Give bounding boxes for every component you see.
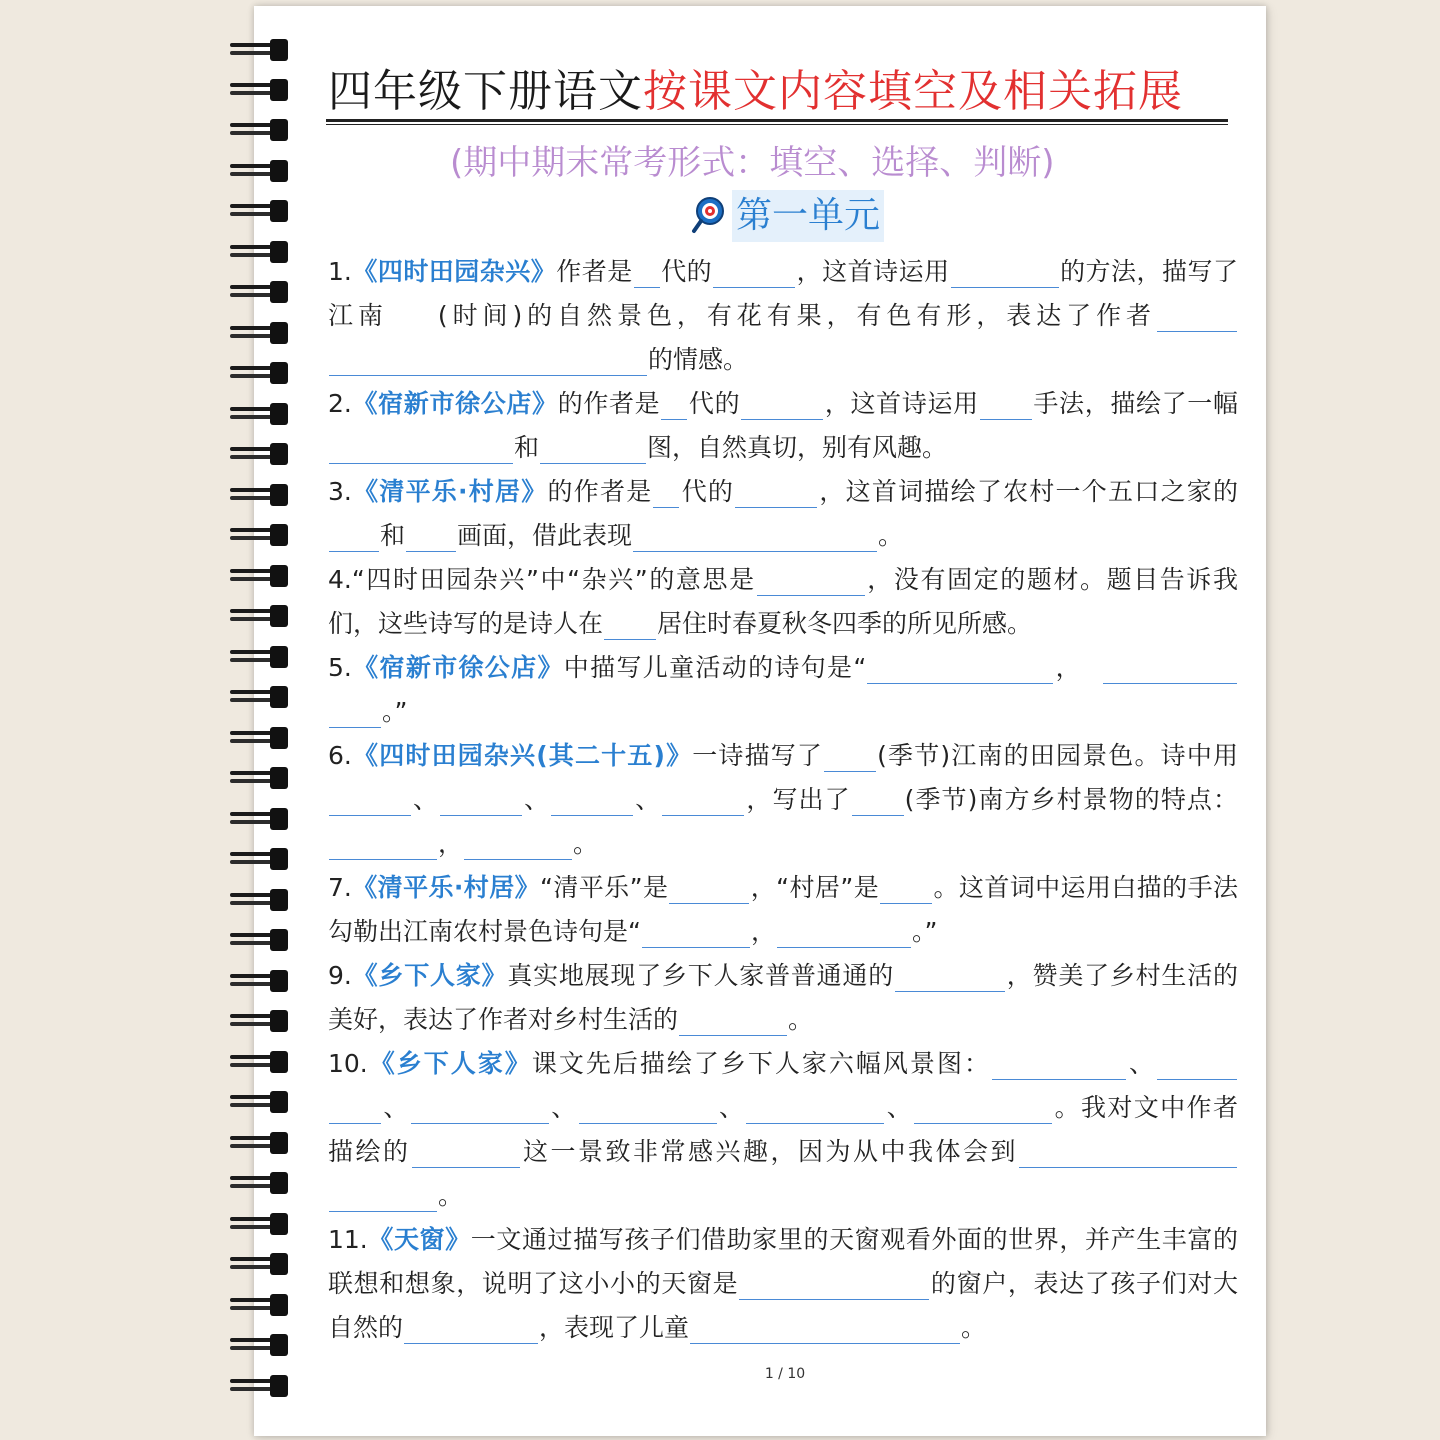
- question-text: 、: [885, 1093, 914, 1122]
- spiral-ring: [224, 404, 296, 426]
- answer-blank[interactable]: [777, 917, 911, 948]
- question-text: ，: [750, 917, 776, 946]
- question-text: 和: [380, 521, 406, 550]
- spiral-ring: [224, 1254, 296, 1276]
- question-number: 4.: [328, 565, 352, 594]
- question-text: 的作者是: [547, 477, 653, 506]
- page-number: 1 / 10: [764, 1366, 806, 1382]
- answer-blank[interactable]: [1103, 653, 1237, 684]
- question-text: (时间)的自然景色，有花有果，有色有形，表达了作者: [437, 301, 1156, 330]
- spiral-ring: [224, 525, 296, 547]
- question-text: 图，自然真切，别有风趣。: [647, 433, 948, 462]
- answer-blank[interactable]: [329, 1181, 437, 1212]
- spiral-ring: [224, 201, 296, 223]
- answer-blank[interactable]: [824, 741, 876, 772]
- book-title: 《清平乐·村居》: [351, 477, 548, 506]
- question-text: 。: [438, 1181, 464, 1210]
- answer-blank[interactable]: [713, 257, 795, 288]
- question-text: ，这首词描绘了农村一个五口之家的: [818, 477, 1238, 506]
- book-title: 《清平乐·村居》: [351, 873, 541, 902]
- question-text: ，“村居”是: [750, 873, 880, 902]
- answer-blank[interactable]: [669, 873, 749, 904]
- answer-blank[interactable]: [895, 961, 1005, 992]
- answer-blank[interactable]: [914, 1093, 1052, 1124]
- spiral-ring: [224, 242, 296, 264]
- answer-blank[interactable]: [661, 389, 687, 420]
- question-text: ，这首诗运用: [796, 257, 950, 286]
- book-title: 《宿新市徐公店》: [351, 653, 564, 682]
- answer-blank[interactable]: [690, 1313, 960, 1344]
- spiral-ring: [224, 687, 296, 709]
- question-text: (季节)江南的田园景色。诗中用: [877, 741, 1238, 770]
- question-number: 2.: [328, 389, 352, 418]
- spiral-ring: [224, 728, 296, 750]
- answer-blank[interactable]: [757, 565, 865, 596]
- question-1: [328, 250, 1238, 382]
- answer-blank[interactable]: [852, 785, 904, 816]
- title-underline-thin: [326, 124, 1228, 125]
- answer-blank[interactable]: [604, 609, 656, 640]
- spiral-ring: [224, 1214, 296, 1236]
- question-text: 画面，借此表现: [457, 521, 633, 550]
- question-number: 7.: [328, 873, 352, 902]
- question-text: 。这首词中运用白描的手法勾勒出江南农村景色诗句是“: [328, 873, 1238, 946]
- question-number: 5.: [328, 653, 352, 682]
- spiral-ring: [224, 485, 296, 507]
- spiral-ring: [224, 606, 296, 628]
- question-text: 。: [961, 1313, 987, 1342]
- question-text: 、: [634, 785, 662, 814]
- answer-blank[interactable]: [329, 1093, 381, 1124]
- question-text: 手法，描绘了一幅: [1032, 389, 1238, 418]
- spiral-ring: [224, 1011, 296, 1033]
- question-text: “四时田园杂兴”中“杂兴”的意思是: [351, 565, 756, 594]
- spiral-ring: [224, 282, 296, 304]
- spiral-ring: [224, 363, 296, 385]
- question-text: (季节)南方乡村景物的特点：: [904, 785, 1238, 814]
- question-text: 。: [573, 829, 599, 858]
- question-text: 。”: [911, 917, 938, 946]
- title-red-part: 按课文内容填空及相关拓展: [643, 66, 1183, 117]
- question-7: [328, 866, 1238, 954]
- title-black-part: 四年级下册语文: [328, 66, 643, 117]
- spiral-ring: [224, 1133, 296, 1155]
- question-2: [328, 382, 1238, 470]
- answer-blank[interactable]: [540, 433, 646, 464]
- question-text: 真实地展现了乡下人家普普通通的: [507, 961, 894, 990]
- answer-blank[interactable]: [633, 521, 877, 552]
- question-text: 、: [549, 1093, 578, 1122]
- spiral-ring: [224, 971, 296, 993]
- question-text: 代的: [680, 477, 735, 506]
- question-text: 、: [717, 1093, 746, 1122]
- question-text: 课文先后描绘了乡下人家六幅风景图：: [531, 1049, 991, 1078]
- question-text: 代的: [688, 389, 741, 418]
- question-5: [328, 646, 1238, 734]
- answer-blank[interactable]: [412, 1137, 520, 1168]
- spiral-ring: [224, 1335, 296, 1357]
- question-10: [328, 1042, 1238, 1218]
- book-title: 《四时田园杂兴》: [351, 257, 557, 286]
- question-number: 6.: [328, 741, 352, 770]
- question-text: ，: [1054, 653, 1082, 682]
- spiral-ring: [224, 80, 296, 102]
- spiral-ring: [224, 1052, 296, 1074]
- question-text: 的作者是: [557, 389, 661, 418]
- question-3: [328, 470, 1238, 558]
- answer-blank[interactable]: [642, 917, 750, 948]
- question-text: ，这首诗运用: [824, 389, 979, 418]
- question-text: 中描写儿童活动的诗句是“: [563, 653, 867, 682]
- answer-blank[interactable]: [329, 785, 411, 816]
- answer-blank[interactable]: [579, 1093, 717, 1124]
- answer-blank[interactable]: [406, 521, 456, 552]
- answer-blank[interactable]: [329, 697, 381, 728]
- question-text: 。”: [382, 697, 408, 726]
- spiral-ring: [224, 647, 296, 669]
- spiral-ring: [224, 890, 296, 912]
- answer-blank[interactable]: [329, 829, 437, 860]
- question-text: ，: [438, 829, 464, 858]
- answer-blank[interactable]: [1157, 301, 1237, 332]
- answer-blank[interactable]: [746, 1093, 884, 1124]
- question-number: 10.: [328, 1049, 368, 1078]
- question-text: 。: [788, 1005, 814, 1034]
- answer-blank[interactable]: [741, 389, 823, 420]
- answer-blank[interactable]: [679, 1005, 787, 1036]
- spiral-ring: [224, 1173, 296, 1195]
- page-subtitle: (期中期末常考形式：填空、选择、判断): [450, 143, 1055, 183]
- answer-blank[interactable]: [634, 257, 660, 288]
- book-title: 《乡下人家》: [351, 961, 508, 990]
- question-4: [328, 558, 1238, 646]
- spiral-ring: [224, 1376, 296, 1398]
- question-text: 、: [1126, 1049, 1156, 1078]
- question-text: 的情感。: [648, 345, 749, 374]
- book-title: 《天窗》: [367, 1225, 471, 1254]
- question-6: [328, 734, 1238, 866]
- unit-label: 第一单元: [732, 190, 884, 242]
- answer-blank[interactable]: [653, 477, 679, 508]
- answer-blank[interactable]: [880, 873, 932, 904]
- answer-blank[interactable]: [1019, 1137, 1237, 1168]
- question-text: 、: [412, 785, 440, 814]
- question-text: ，赞美了乡村生活的美好，表达了作者对乡村生活的: [328, 961, 1238, 1034]
- question-number: 1.: [328, 257, 352, 286]
- answer-blank[interactable]: [440, 785, 522, 816]
- question-text: 、: [523, 785, 551, 814]
- question-text: ，写出了: [745, 785, 851, 814]
- spiral-ring: [224, 1295, 296, 1317]
- answer-blank[interactable]: [329, 345, 647, 376]
- answer-blank[interactable]: [329, 433, 513, 464]
- spiral-ring: [224, 768, 296, 790]
- spiral-binding: [224, 40, 296, 1400]
- answer-blank[interactable]: [951, 257, 1059, 288]
- question-number: 9.: [328, 961, 352, 990]
- answer-blank[interactable]: [980, 389, 1032, 420]
- question-text: 和: [514, 433, 540, 462]
- answer-blank[interactable]: [867, 653, 1053, 684]
- question-text: ，表现了儿童: [539, 1313, 690, 1342]
- question-number: 11.: [328, 1225, 368, 1254]
- answer-blank[interactable]: [1157, 1049, 1237, 1080]
- spiral-ring: [224, 40, 296, 62]
- question-text: 代的: [660, 257, 713, 286]
- book-title: 《四时田园杂兴(其二十五)》: [351, 741, 693, 770]
- answer-blank[interactable]: [464, 829, 572, 860]
- question-text: 。我对文中作者描绘的: [328, 1093, 1238, 1166]
- answer-blank[interactable]: [735, 477, 817, 508]
- spiral-ring: [224, 1092, 296, 1114]
- spiral-ring: [224, 323, 296, 345]
- spiral-ring: [224, 566, 296, 588]
- answer-blank[interactable]: [992, 1049, 1126, 1080]
- question-text: 居住时春夏秋冬四季的所见所感。: [657, 609, 1033, 638]
- answer-blank[interactable]: [662, 785, 744, 816]
- question-text: 。: [878, 521, 904, 550]
- question-11: [328, 1218, 1238, 1350]
- question-text: 一诗描写了: [692, 741, 824, 770]
- answer-blank[interactable]: [329, 521, 379, 552]
- question-number: 3.: [328, 477, 352, 506]
- page-title: [328, 64, 1228, 120]
- question-text: 一文通过描写孩子们借助家里的天窗观看外面的世界，并产生丰富的联想和想象，说明了这小小的天窗是: [328, 1225, 1238, 1298]
- answer-blank[interactable]: [411, 1093, 549, 1124]
- question-text: 的窗户，表达了孩子们对大自然的: [328, 1269, 1238, 1342]
- question-text: 这一景致非常感兴趣，因为从中我体会到: [520, 1137, 1018, 1166]
- answer-blank[interactable]: [404, 1313, 538, 1344]
- question-text: 、: [382, 1093, 410, 1122]
- question-text: ，没有固定的题材。题目告诉我们，这些诗写的是诗人在: [328, 565, 1238, 638]
- question-9: [328, 954, 1238, 1042]
- spiral-ring: [224, 161, 296, 183]
- answer-blank[interactable]: [739, 1269, 929, 1300]
- book-title: 《宿新市徐公店》: [351, 389, 558, 418]
- spiral-ring: [224, 809, 296, 831]
- question-text: 作者是: [556, 257, 633, 286]
- answer-blank[interactable]: [551, 785, 633, 816]
- magnifier-icon: [690, 194, 730, 234]
- spiral-ring: [224, 120, 296, 142]
- title-underline-thick: [326, 119, 1228, 122]
- spiral-ring: [224, 930, 296, 952]
- spiral-ring: [224, 849, 296, 871]
- book-title: 《乡下人家》: [367, 1049, 532, 1078]
- spiral-ring: [224, 444, 296, 466]
- question-text: “清平乐”是: [540, 873, 669, 902]
- question-text: 的方法，描写了江南: [328, 257, 1238, 330]
